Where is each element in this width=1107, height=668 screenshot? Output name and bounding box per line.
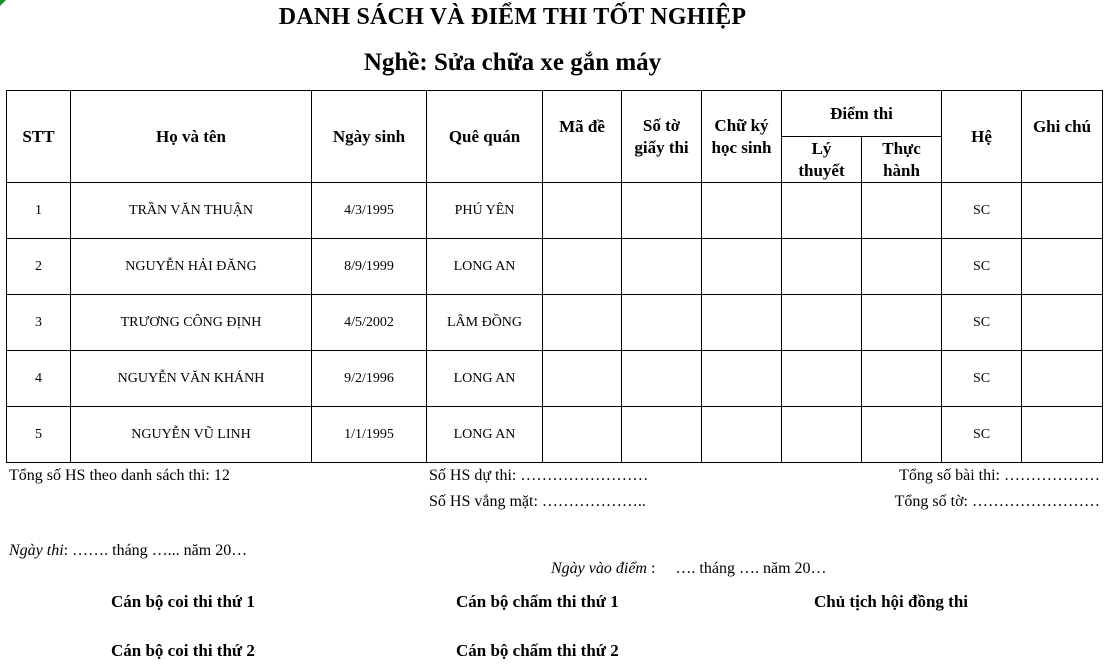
cell-system: SC	[942, 407, 1022, 463]
cell-name: TRẦN VĂN THUẬN	[71, 183, 312, 239]
cell-dob: 9/2/1996	[312, 351, 427, 407]
cell-sheets	[622, 407, 702, 463]
cell-stt: 1	[7, 183, 71, 239]
cell-hometown: PHÚ YÊN	[427, 183, 543, 239]
header-sheets-line1: Số tờ	[642, 115, 681, 135]
cell-system: SC	[942, 295, 1022, 351]
summary-present: Số HS dự thi: ……………………	[429, 467, 649, 484]
table-row	[7, 183, 1103, 239]
signature-proctor-1: Cán bộ coi thi thứ 1	[111, 592, 255, 611]
table-row	[7, 407, 1103, 463]
document-title: DANH SÁCH VÀ ĐIỂM THI TỐT NGHIỆP	[278, 4, 747, 30]
score-entry-date	[543, 542, 827, 578]
header-practice	[862, 137, 942, 183]
cell-notes	[1022, 183, 1103, 239]
signature-grader-2: Cán bộ chấm thi thứ 2	[456, 641, 619, 660]
cell-hometown: LÂM ĐỒNG	[427, 295, 543, 351]
cell-stt: 3	[7, 295, 71, 351]
header-sheets-line2: giấy thi	[634, 137, 689, 157]
signature-grader-1: Cán bộ chấm thi thứ 1	[456, 592, 619, 611]
cell-system: SC	[942, 183, 1022, 239]
cell-notes	[1022, 295, 1103, 351]
cell-theory	[782, 183, 862, 239]
header-practice-line1: Thực	[882, 138, 921, 158]
cell-exam-code	[543, 239, 622, 295]
table-body	[7, 183, 1103, 463]
cell-notes	[1022, 407, 1103, 463]
cell-dob: 4/5/2002	[312, 295, 427, 351]
cell-stt: 5	[7, 407, 71, 463]
cell-signature	[702, 407, 782, 463]
cell-name: NGUYỄN VŨ LINH	[71, 407, 312, 463]
cell-stt: 4	[7, 351, 71, 407]
cell-exam-code	[543, 183, 622, 239]
cell-practice	[862, 239, 942, 295]
cell-practice	[862, 183, 942, 239]
cell-sheets	[622, 351, 702, 407]
cell-sheets	[622, 183, 702, 239]
exam-date-label: Ngày thi	[9, 542, 64, 559]
header-sheets	[622, 91, 702, 183]
score-entry-date-label: Ngày vào điểm	[551, 560, 647, 577]
cell-theory	[782, 239, 862, 295]
cell-name: TRƯƠNG CÔNG ĐỊNH	[71, 295, 312, 351]
cell-practice	[862, 295, 942, 351]
cell-dob: 1/1/1995	[312, 407, 427, 463]
header-stt: STT	[7, 91, 71, 183]
header-theory	[782, 137, 862, 183]
header-notes: Ghi chú	[1022, 91, 1103, 183]
cell-practice	[862, 407, 942, 463]
cell-exam-code	[543, 295, 622, 351]
cell-notes	[1022, 239, 1103, 295]
summary-total-papers: Tổng số bài thi: ………………	[899, 467, 1100, 484]
header-theory-line2: thuyết	[798, 160, 845, 180]
header-dob: Ngày sinh	[312, 91, 427, 183]
table-row	[7, 295, 1103, 351]
cell-signature	[702, 183, 782, 239]
exam-date-value: : ……. tháng …... năm 20…	[63, 542, 248, 559]
header-hometown: Quê quán	[427, 91, 543, 183]
header-system: Hệ	[942, 91, 1022, 183]
grade-table	[6, 90, 1103, 463]
cell-name: NGUYỄN HẢI ĐĂNG	[71, 239, 312, 295]
cell-sheets	[622, 239, 702, 295]
score-entry-date-value: : …. tháng …. năm 20…	[646, 560, 827, 577]
cell-dob: 8/9/1999	[312, 239, 427, 295]
cell-system: SC	[942, 351, 1022, 407]
signature-proctor-2: Cán bộ coi thi thứ 2	[111, 641, 255, 660]
header-scores: Điểm thi	[782, 91, 942, 137]
cell-signature	[702, 239, 782, 295]
cell-theory	[782, 295, 862, 351]
cell-theory	[782, 407, 862, 463]
header-practice-line2: hành	[883, 160, 920, 180]
cell-hometown: LONG AN	[427, 407, 543, 463]
summary-total-students: Tổng số HS theo danh sách thi: 12	[9, 467, 230, 484]
header-exam-code: Mã đề	[543, 91, 622, 183]
signature-chairman: Chủ tịch hội đồng thi	[814, 592, 968, 611]
table-header	[7, 91, 1103, 183]
summary-absent: Số HS vắng mặt: ………………..	[429, 493, 646, 510]
document-subtitle: Nghề: Sửa chữa xe gắn máy	[363, 49, 662, 76]
cell-exam-code	[543, 351, 622, 407]
cell-system: SC	[942, 239, 1022, 295]
exam-date	[9, 542, 247, 560]
cell-hometown: LONG AN	[427, 239, 543, 295]
cell-sheets	[622, 295, 702, 351]
cell-hometown: LONG AN	[427, 351, 543, 407]
table-row	[7, 239, 1103, 295]
cell-signature	[702, 351, 782, 407]
table-row	[7, 351, 1103, 407]
header-signature-line1: Chữ ký	[714, 115, 769, 135]
cell-dob: 4/3/1995	[312, 183, 427, 239]
summary-total-sheets: Tổng số tờ: ……………………	[894, 493, 1100, 510]
cell-notes	[1022, 351, 1103, 407]
header-name: Họ và tên	[71, 91, 312, 183]
cell-practice	[862, 351, 942, 407]
cell-signature	[702, 295, 782, 351]
cell-theory	[782, 351, 862, 407]
cell-exam-code	[543, 407, 622, 463]
cell-name: NGUYỄN VĂN KHÁNH	[71, 351, 312, 407]
header-signature	[702, 91, 782, 183]
header-theory-line1: Lý	[811, 138, 832, 158]
header-signature-line2: học sinh	[711, 137, 772, 157]
cell-stt: 2	[7, 239, 71, 295]
